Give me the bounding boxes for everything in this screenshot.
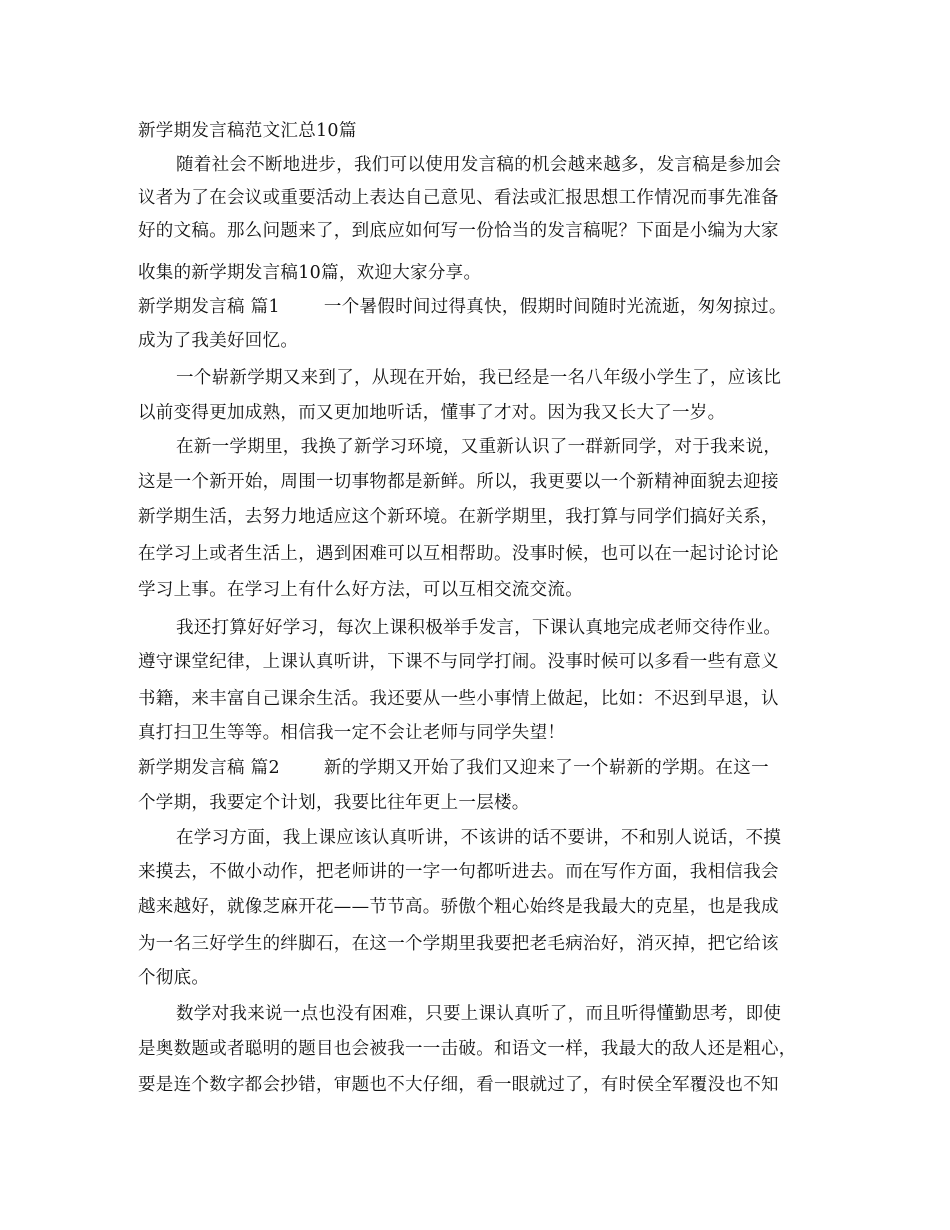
section-2-heading-row (138, 758, 838, 778)
body-line: 为一名三好学生的绊脚石，在这一个学期里我要把老毛病治好，消灭掉，把它给该 (138, 934, 779, 954)
body-line: 在学习上或者生活上，遇到困难可以互相帮助。没事时候，也可以在一起讨论讨论 (138, 544, 779, 564)
body-line: 学习上事。在学习上有什么好方法，可以互相交流交流。 (138, 580, 583, 600)
section-1-first-line: 一个暑假时间过得真快，假期时间随时光流逝，匆匆掠过。 (323, 297, 787, 317)
section-2-heading: 新学期发言稿 篇2 (138, 758, 280, 778)
intro-line: 随着社会不断地进步，我们可以使用发言稿的机会越来越多，发言稿是参加会 (176, 155, 782, 175)
body-line: 要是连个数字都会抄错，审题也不大仔细，看一眼就过了，有时侯全军覆没也不知 (138, 1075, 779, 1095)
section-1-heading-row (138, 297, 838, 317)
body-line: 一个崭新学期又来到了，从现在开始，我已经是一名八年级小学生了，应该比 (176, 368, 782, 388)
section-2-first-line: 新的学期又开始了我们又迎来了一个崭新的学期。在这一 (323, 758, 769, 778)
body-line: 个彻底。 (138, 968, 210, 988)
intro-line: 议者为了在会议或重要活动上表达自己意见、看法或汇报思想工作情况而事先准备 (138, 188, 779, 208)
body-line: 数学对我来说一点也没有困难，只要上课认真听了，而且听得懂勤思考，即使 (176, 1004, 782, 1024)
body-line: 这是一个新开始，周围一切事物都是新鲜。所以，我更要以一个新精神面貌去迎接 (138, 472, 779, 492)
body-line: 我还打算好好学习，每次上课积极举手发言，下课认真地完成老师交待作业。 (176, 618, 782, 638)
body-line: 新学期生活，去努力地适应这个新环境。在新学期里，我打算与同学们搞好关系， (138, 507, 779, 527)
document-title: 新学期发言稿范文汇总10篇 (138, 121, 357, 141)
body-line: 真打扫卫生等等。相信我一定不会让老师与同学失望！ (138, 723, 566, 743)
body-line: 遵守课堂纪律，上课认真听讲，下课不与同学打闹。没事时候可以多看一些有意义 (138, 652, 779, 672)
intro-line: 收集的新学期发言稿10篇，欢迎大家分享。 (138, 263, 482, 283)
body-line: 在学习方面，我上课应该认真听讲，不该讲的话不要讲，不和别人说话，不摸 (176, 828, 782, 848)
intro-line: 好的文稿。那么问题来了，到底应如何写一份恰当的发言稿呢？下面是小编为大家 (138, 221, 779, 241)
body-line: 书籍，来丰富自己课余生活。我还要从一些小事情上做起，比如：不迟到早退，认 (138, 689, 779, 709)
body-line: 越来越好，就像芝麻开花——节节高。骄傲个粗心始终是我最大的克星，也是我成 (138, 897, 779, 917)
body-line: 成为了我美好回忆。 (138, 331, 299, 351)
section-1-heading: 新学期发言稿 篇1 (138, 297, 280, 317)
body-line: 在新一学期里，我换了新学习环境，又重新认识了一群新同学，对于我来说， (176, 437, 782, 457)
body-line: 以前变得更加成熟，而又更加地听话，懂事了才对。因为我又长大了一岁。 (138, 403, 726, 423)
body-line: 来摸去，不做小动作，把老师讲的一字一句都听进去。而在写作方面，我相信我会 (138, 862, 779, 882)
body-line: 个学期，我要定个计划，我要比往年更上一层楼。 (138, 793, 530, 813)
body-line: 是奥数题或者聪明的题目也会被我一一击破。和语文一样，我最大的敌人还是粗心， (138, 1039, 797, 1059)
